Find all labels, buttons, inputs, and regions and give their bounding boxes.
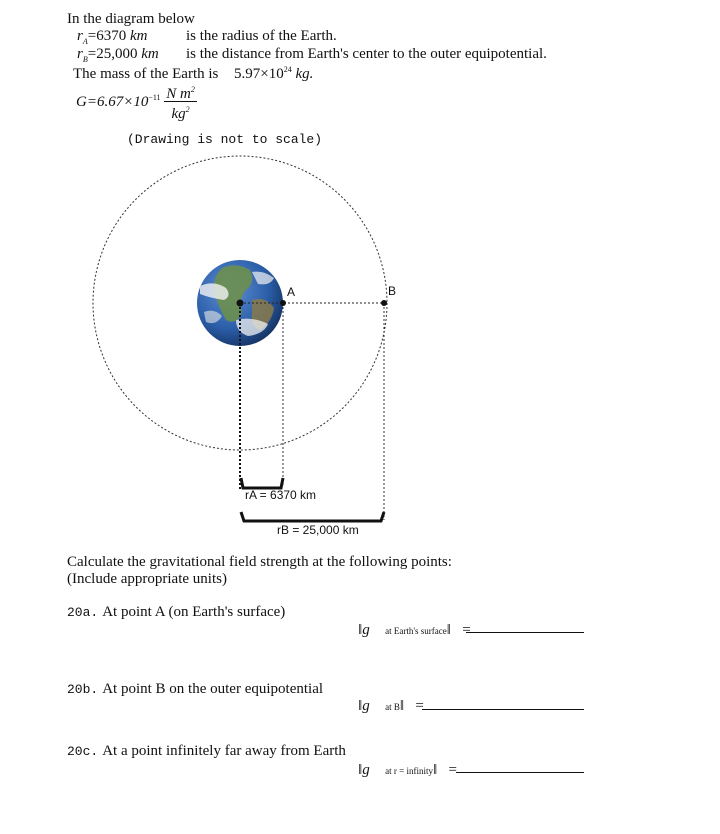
ra-description: is the radius of the Earth. bbox=[186, 28, 337, 44]
point-a-marker bbox=[280, 300, 286, 306]
question-20c-number: 20c. bbox=[67, 744, 99, 759]
question-20b bbox=[67, 680, 323, 698]
question-20a bbox=[67, 603, 285, 621]
answer-20a-subscript: at Earth's surface bbox=[385, 626, 447, 636]
answer-20b-subscript: at B bbox=[385, 702, 400, 712]
answer-20c-equals: = bbox=[448, 762, 457, 778]
answer-20c-expression: ‖g⃗ at r = infinity‖ = bbox=[358, 762, 457, 778]
ra-subscript: A bbox=[82, 37, 88, 46]
ra-value: =6370 bbox=[87, 28, 127, 44]
rb-unit: km bbox=[141, 46, 159, 62]
point-a-label: A bbox=[287, 285, 296, 299]
question-20c-text: At a point infinitely far away from Earth bbox=[102, 743, 346, 759]
answer-20c-subscript: at r = infinity bbox=[385, 766, 433, 776]
answer-20b-expression: ‖g⃗ at B‖ = bbox=[358, 698, 424, 714]
question-20b-number: 20b. bbox=[67, 682, 99, 697]
answer-20a-field[interactable] bbox=[466, 632, 584, 633]
point-b-marker bbox=[381, 300, 387, 306]
point-b-label: B bbox=[388, 284, 397, 298]
question-20c bbox=[67, 742, 346, 760]
rb-label: rB = 25,000 km bbox=[277, 523, 359, 537]
question-prompt: Calculate the gravitational field strength at the following points: bbox=[67, 554, 452, 570]
ra-unit: km bbox=[129, 28, 148, 44]
mass-mantissa: 5.97×10 bbox=[234, 66, 284, 82]
answer-20c-field[interactable] bbox=[456, 772, 584, 773]
ra-symbol: r bbox=[77, 28, 83, 44]
answer-20b-equals: = bbox=[415, 698, 424, 714]
rb-bracket bbox=[241, 512, 384, 521]
rb-value: =25,000 bbox=[87, 46, 138, 62]
g-units-denominator-exp: 2 bbox=[185, 105, 190, 114]
ra-bracket bbox=[241, 478, 283, 488]
earth-center-point bbox=[237, 300, 244, 307]
mass-exponent: 24 bbox=[283, 65, 292, 74]
drawing-note: (Drawing is not to scale) bbox=[127, 132, 323, 147]
rb-symbol: r bbox=[77, 46, 83, 62]
intro-heading: In the diagram below bbox=[67, 11, 195, 27]
question-20b-text: At point B on the outer equipotential bbox=[102, 681, 324, 697]
question-units-note: (Include appropriate units) bbox=[67, 571, 227, 587]
rb-description: is the distance from Earth's center to the outer equipotential. bbox=[186, 46, 547, 62]
g-constant-exponent: −11 bbox=[148, 92, 161, 102]
answer-20b-field[interactable] bbox=[422, 709, 584, 710]
g-units-numerator-exp: 2 bbox=[190, 85, 195, 94]
g-units-numerator: N m bbox=[166, 86, 191, 102]
ra-label: rA = 6370 km bbox=[245, 488, 317, 502]
answer-20a-equals: = bbox=[462, 622, 471, 638]
g-units-denominator: kg bbox=[171, 106, 186, 122]
question-20a-text: At point A (on Earth's surface) bbox=[102, 604, 286, 620]
mass-unit: kg. bbox=[295, 66, 314, 82]
answer-20a-expression: ‖g⃗ at Earth's surface‖ = bbox=[358, 622, 471, 638]
earth-mass-label: The mass of the Earth is bbox=[73, 66, 219, 82]
rb-subscript: B bbox=[82, 55, 88, 64]
g-constant-value: G=6.67×10 bbox=[76, 93, 149, 110]
question-20a-number: 20a. bbox=[67, 605, 99, 620]
